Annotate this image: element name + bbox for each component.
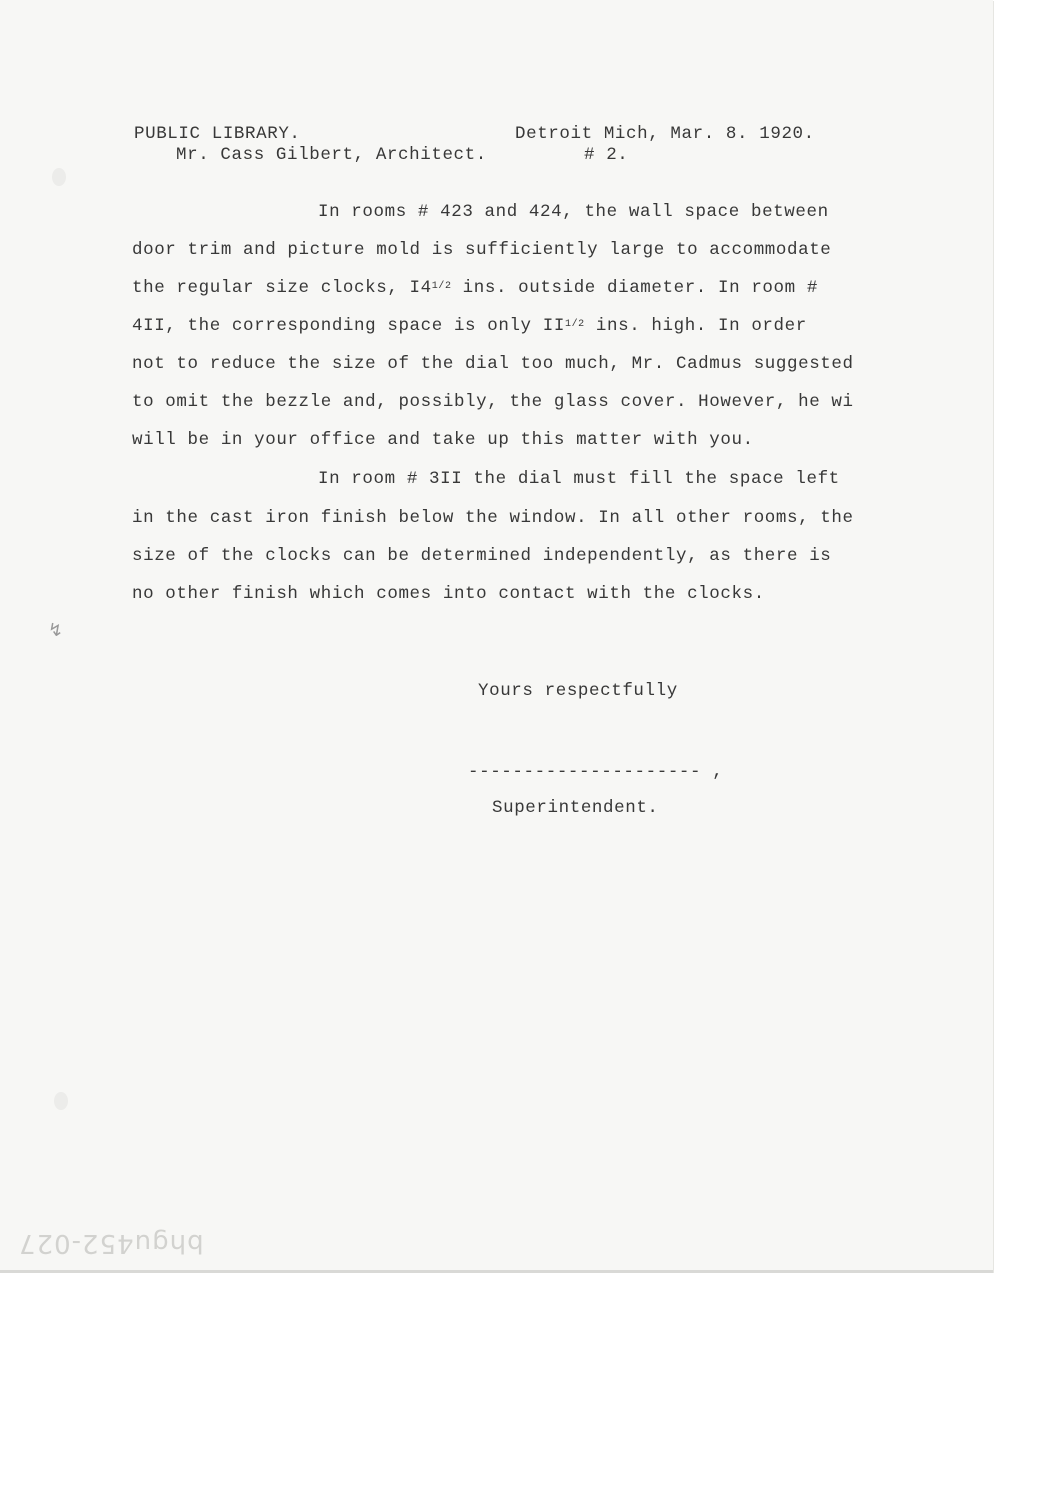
paper-mark-icon: ↯ [48,620,64,641]
body-line: in the cast iron finish below the window. In all other rooms, the [132,508,854,528]
punch-hole [54,1092,68,1110]
body-line: size of the clocks can be determined independently, as there is [132,546,832,566]
body-line: to omit the bezzle and, possibly, the glass cover. However, he wi [132,392,854,412]
body-line: door trim and picture mold is sufficiently large to accommodate [132,240,832,260]
closing-salutation: Yours respectfully [478,681,678,701]
body-line: In room # 3II the dial must fill the space left [318,469,840,489]
fraction: 1/2 [431,281,452,292]
body-line: not to reduce the size of the dial too much, Mr. Cadmus suggested [132,354,854,374]
library-heading: PUBLIC LIBRARY. [134,124,301,144]
fraction: 1/2 [564,319,585,330]
addressee: Mr. Cass Gilbert, Architect. [176,145,487,165]
body-line: In rooms # 423 and 424, the wall space between [318,202,829,222]
page-edge [0,1270,993,1273]
signature-line: --------------------- , [468,762,724,782]
body-line: no other finish which comes into contact with the clocks. [132,584,765,604]
archive-stamp: bhgu452-027 [18,1228,204,1258]
body-text: the regular size clocks, I4 [132,278,432,298]
punch-hole [52,168,66,186]
body-text: ins. high. In order [595,316,807,336]
page-number: # 2. [584,145,629,165]
body-line [132,278,818,298]
place-date: Detroit Mich, Mar. 8. 1920. [515,124,815,144]
body-text: 4II, the corresponding space is only II [132,316,565,336]
body-line: will be in your office and take up this matter with you. [132,430,754,450]
signer-title: Superintendent. [492,798,659,818]
body-line [132,316,807,336]
body-text: ins. outside diameter. In room # [462,278,818,298]
